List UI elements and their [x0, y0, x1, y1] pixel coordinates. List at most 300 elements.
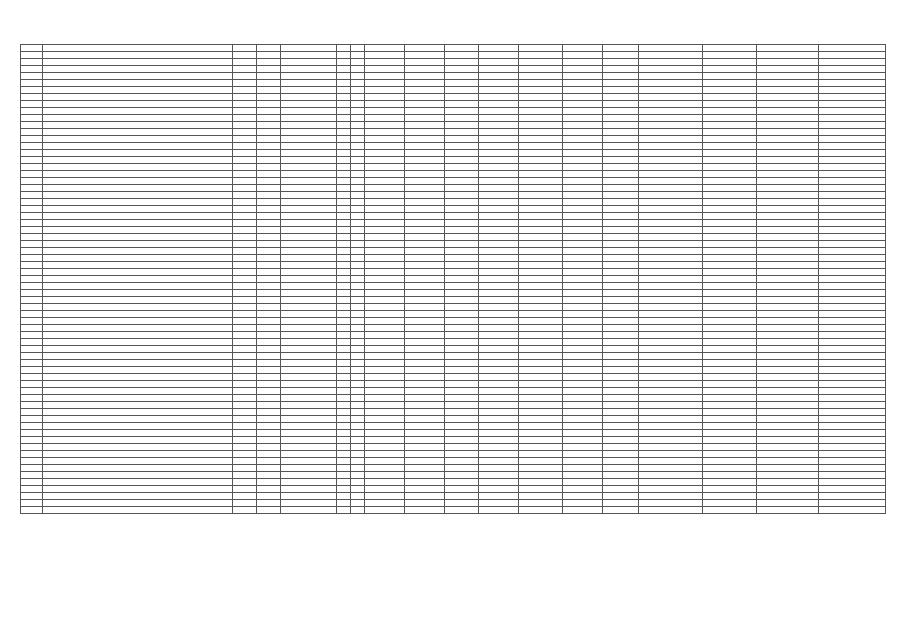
column-number-row [21, 45, 886, 52]
table-cell [351, 311, 365, 318]
table-cell [21, 353, 43, 360]
table-cell [639, 171, 703, 178]
table-cell [819, 479, 886, 486]
table-cell [703, 325, 757, 332]
table-cell [445, 227, 479, 234]
table-cell [233, 157, 257, 164]
table-cell [639, 185, 703, 192]
table-cell [445, 108, 479, 115]
table-cell [21, 332, 43, 339]
table-cell [479, 255, 519, 262]
table-cell [43, 486, 233, 493]
table-row [21, 66, 886, 73]
table-cell [21, 465, 43, 472]
table-cell [819, 234, 886, 241]
table-cell [519, 255, 563, 262]
table-cell [257, 276, 281, 283]
table-cell [365, 493, 405, 500]
table-cell [819, 178, 886, 185]
table-cell [43, 220, 233, 227]
table-cell [43, 465, 233, 472]
table-cell [479, 171, 519, 178]
table-cell [365, 262, 405, 269]
table-cell [519, 325, 563, 332]
table-cell [365, 374, 405, 381]
table-cell [703, 73, 757, 80]
table-cell [351, 262, 365, 269]
table-cell [257, 325, 281, 332]
table-cell [479, 423, 519, 430]
table-cell [365, 192, 405, 199]
table-cell [519, 332, 563, 339]
table-cell [445, 451, 479, 458]
table-cell [21, 381, 43, 388]
table-cell [519, 444, 563, 451]
table-cell [563, 52, 603, 59]
table-cell [639, 276, 703, 283]
table-cell [703, 192, 757, 199]
table-row [21, 80, 886, 87]
table-cell [519, 220, 563, 227]
table-cell [519, 283, 563, 290]
table-cell [819, 52, 886, 59]
table-cell [365, 248, 405, 255]
table-row [21, 465, 886, 472]
table-cell [257, 108, 281, 115]
table-cell [479, 192, 519, 199]
table-cell [519, 374, 563, 381]
table-cell [257, 136, 281, 143]
table-cell [819, 360, 886, 367]
table-cell [639, 409, 703, 416]
table-cell [21, 101, 43, 108]
table-cell [603, 367, 639, 374]
table-cell [21, 66, 43, 73]
table-cell [563, 416, 603, 423]
table-row [21, 143, 886, 150]
table-cell [603, 395, 639, 402]
table-cell [445, 59, 479, 66]
table-cell [21, 269, 43, 276]
table-cell [21, 199, 43, 206]
table-cell [233, 122, 257, 129]
table-cell [43, 185, 233, 192]
table-cell [281, 220, 337, 227]
table-cell [281, 136, 337, 143]
table-cell [757, 94, 819, 101]
table-cell [819, 353, 886, 360]
table-cell [757, 262, 819, 269]
table-cell [603, 472, 639, 479]
table-cell [819, 507, 886, 514]
table-cell [351, 318, 365, 325]
table-cell [257, 367, 281, 374]
table-cell [21, 472, 43, 479]
table-cell [365, 325, 405, 332]
table-cell [639, 297, 703, 304]
table-cell [405, 479, 445, 486]
table-cell [351, 157, 365, 164]
table-cell [21, 136, 43, 143]
table-cell [365, 115, 405, 122]
table-row [21, 500, 886, 507]
table-cell [351, 192, 365, 199]
table-cell [445, 402, 479, 409]
table-cell [257, 143, 281, 150]
table-cell [703, 507, 757, 514]
table-cell [281, 227, 337, 234]
table-cell [257, 185, 281, 192]
table-cell [281, 339, 337, 346]
table-cell [757, 458, 819, 465]
table-cell [445, 129, 479, 136]
table-cell [519, 248, 563, 255]
table-cell [703, 136, 757, 143]
table-cell [21, 367, 43, 374]
table-cell [405, 80, 445, 87]
table-cell [639, 423, 703, 430]
table-cell [445, 87, 479, 94]
table-cell [703, 129, 757, 136]
table-row [21, 73, 886, 80]
table-cell [405, 157, 445, 164]
table-cell [479, 367, 519, 374]
table-cell [519, 402, 563, 409]
table-cell [563, 143, 603, 150]
table-cell [703, 297, 757, 304]
table-cell [479, 220, 519, 227]
table-cell [519, 276, 563, 283]
table-cell [21, 192, 43, 199]
table-cell [351, 80, 365, 87]
table-cell [563, 451, 603, 458]
table-cell [703, 115, 757, 122]
table-cell [43, 269, 233, 276]
table-cell [43, 409, 233, 416]
table-cell [21, 283, 43, 290]
table-row [21, 325, 886, 332]
table-cell [563, 73, 603, 80]
table-cell [337, 311, 351, 318]
table-cell [43, 276, 233, 283]
table-cell [337, 164, 351, 171]
table-cell [819, 416, 886, 423]
column-number [281, 45, 337, 52]
table-cell [445, 290, 479, 297]
table-cell [703, 178, 757, 185]
table-cell [639, 304, 703, 311]
table-cell [233, 59, 257, 66]
table-cell [21, 255, 43, 262]
table-cell [703, 241, 757, 248]
table-cell [257, 290, 281, 297]
table-cell [337, 150, 351, 157]
table-cell [603, 451, 639, 458]
table-cell [281, 402, 337, 409]
table-cell [337, 339, 351, 346]
table-cell [233, 458, 257, 465]
table-cell [519, 507, 563, 514]
table-cell [703, 451, 757, 458]
table-cell [43, 479, 233, 486]
table-cell [405, 416, 445, 423]
table-row [21, 416, 886, 423]
table-cell [445, 52, 479, 59]
table-cell [351, 122, 365, 129]
table-cell [257, 297, 281, 304]
table-cell [445, 255, 479, 262]
table-cell [479, 262, 519, 269]
table-cell [479, 486, 519, 493]
table-cell [365, 136, 405, 143]
table-cell [351, 388, 365, 395]
table-cell [639, 262, 703, 269]
table-cell [281, 465, 337, 472]
table-cell [703, 248, 757, 255]
table-cell [337, 108, 351, 115]
table-cell [233, 185, 257, 192]
table-cell [445, 262, 479, 269]
table-cell [563, 479, 603, 486]
table-cell [445, 367, 479, 374]
table-cell [351, 290, 365, 297]
table-cell [639, 444, 703, 451]
table-cell [405, 220, 445, 227]
table-cell [257, 360, 281, 367]
table-cell [639, 479, 703, 486]
table-cell [405, 87, 445, 94]
table-cell [445, 409, 479, 416]
table-cell [21, 157, 43, 164]
table-cell [405, 367, 445, 374]
table-row [21, 52, 886, 59]
table-cell [603, 437, 639, 444]
table-cell [757, 297, 819, 304]
table-cell [563, 402, 603, 409]
table-cell [819, 311, 886, 318]
table-cell [21, 416, 43, 423]
table-cell [21, 304, 43, 311]
table-cell [603, 185, 639, 192]
table-cell [21, 80, 43, 87]
table-cell [405, 472, 445, 479]
table-cell [639, 199, 703, 206]
table-cell [351, 199, 365, 206]
table-cell [563, 164, 603, 171]
table-cell [365, 437, 405, 444]
table-cell [405, 122, 445, 129]
table-cell [233, 395, 257, 402]
table-cell [757, 213, 819, 220]
table-cell [563, 80, 603, 87]
table-cell [479, 437, 519, 444]
table-cell [281, 171, 337, 178]
table-cell [703, 171, 757, 178]
table-cell [257, 171, 281, 178]
table-cell [233, 346, 257, 353]
table-cell [233, 143, 257, 150]
table-cell [445, 276, 479, 283]
table-cell [365, 66, 405, 73]
table-cell [233, 248, 257, 255]
table-cell [351, 444, 365, 451]
table-cell [257, 255, 281, 262]
table-cell [757, 311, 819, 318]
table-cell [639, 486, 703, 493]
table-cell [351, 416, 365, 423]
table-cell [257, 346, 281, 353]
table-cell [479, 430, 519, 437]
table-cell [819, 318, 886, 325]
table-cell [337, 94, 351, 101]
table-cell [281, 444, 337, 451]
table-cell [703, 227, 757, 234]
table-cell [479, 122, 519, 129]
table-cell [703, 283, 757, 290]
table-cell [603, 318, 639, 325]
table-cell [519, 423, 563, 430]
table-cell [519, 192, 563, 199]
table-cell [257, 409, 281, 416]
table-cell [703, 234, 757, 241]
table-cell [337, 346, 351, 353]
table-cell [757, 500, 819, 507]
table-cell [405, 115, 445, 122]
table-cell [21, 486, 43, 493]
table-cell [563, 388, 603, 395]
table-cell [21, 129, 43, 136]
table-cell [757, 178, 819, 185]
table-cell [405, 213, 445, 220]
table-cell [479, 416, 519, 423]
table-cell [519, 500, 563, 507]
table-cell [43, 199, 233, 206]
table-cell [337, 388, 351, 395]
table-cell [445, 297, 479, 304]
table-cell [233, 255, 257, 262]
table-cell [819, 444, 886, 451]
table-cell [603, 500, 639, 507]
table-row [21, 381, 886, 388]
table-cell [365, 311, 405, 318]
table-cell [365, 178, 405, 185]
table-cell [519, 339, 563, 346]
table-cell [257, 213, 281, 220]
table-cell [479, 297, 519, 304]
table-cell [479, 150, 519, 157]
table-cell [703, 339, 757, 346]
table-cell [819, 241, 886, 248]
table-cell [519, 311, 563, 318]
table-cell [337, 472, 351, 479]
table-cell [479, 108, 519, 115]
table-cell [445, 332, 479, 339]
table-row [21, 192, 886, 199]
table-cell [519, 297, 563, 304]
table-cell [445, 283, 479, 290]
table-cell [405, 241, 445, 248]
table-cell [257, 150, 281, 157]
table-cell [233, 304, 257, 311]
table-cell [405, 318, 445, 325]
table-cell [603, 248, 639, 255]
table-cell [337, 248, 351, 255]
table-cell [603, 325, 639, 332]
table-cell [351, 269, 365, 276]
table-cell [21, 458, 43, 465]
table-cell [257, 388, 281, 395]
table-cell [257, 423, 281, 430]
table-cell [563, 136, 603, 143]
table-cell [639, 367, 703, 374]
table-cell [603, 129, 639, 136]
table-cell [519, 59, 563, 66]
table-cell [43, 59, 233, 66]
table-row [21, 430, 886, 437]
table-cell [337, 360, 351, 367]
table-cell [281, 143, 337, 150]
table-cell [639, 507, 703, 514]
table-cell [43, 94, 233, 101]
table-cell [351, 423, 365, 430]
table-cell [563, 325, 603, 332]
table-cell [337, 192, 351, 199]
table-row [21, 248, 886, 255]
table-cell [563, 185, 603, 192]
table-cell [519, 416, 563, 423]
table-cell [819, 325, 886, 332]
table-cell [365, 444, 405, 451]
table-cell [365, 276, 405, 283]
table-cell [703, 185, 757, 192]
table-cell [445, 185, 479, 192]
table-cell [819, 437, 886, 444]
table-cell [405, 493, 445, 500]
table-cell [405, 248, 445, 255]
table-cell [445, 374, 479, 381]
table-cell [563, 248, 603, 255]
table-cell [281, 381, 337, 388]
table-cell [603, 297, 639, 304]
table-cell [479, 178, 519, 185]
table-cell [43, 360, 233, 367]
table-cell [21, 507, 43, 514]
table-cell [479, 234, 519, 241]
table-cell [365, 304, 405, 311]
table-cell [337, 87, 351, 94]
table-cell [757, 423, 819, 430]
table-cell [703, 59, 757, 66]
table-cell [351, 409, 365, 416]
table-cell [639, 339, 703, 346]
table-cell [819, 199, 886, 206]
table-cell [819, 472, 886, 479]
table-cell [21, 178, 43, 185]
table-cell [445, 248, 479, 255]
table-cell [281, 178, 337, 185]
table-cell [337, 290, 351, 297]
table-cell [405, 206, 445, 213]
table-cell [819, 304, 886, 311]
table-cell [479, 248, 519, 255]
table-cell [639, 416, 703, 423]
table-cell [563, 381, 603, 388]
table-cell [639, 255, 703, 262]
table-cell [639, 346, 703, 353]
table-cell [337, 402, 351, 409]
table-cell [43, 493, 233, 500]
table-cell [233, 388, 257, 395]
